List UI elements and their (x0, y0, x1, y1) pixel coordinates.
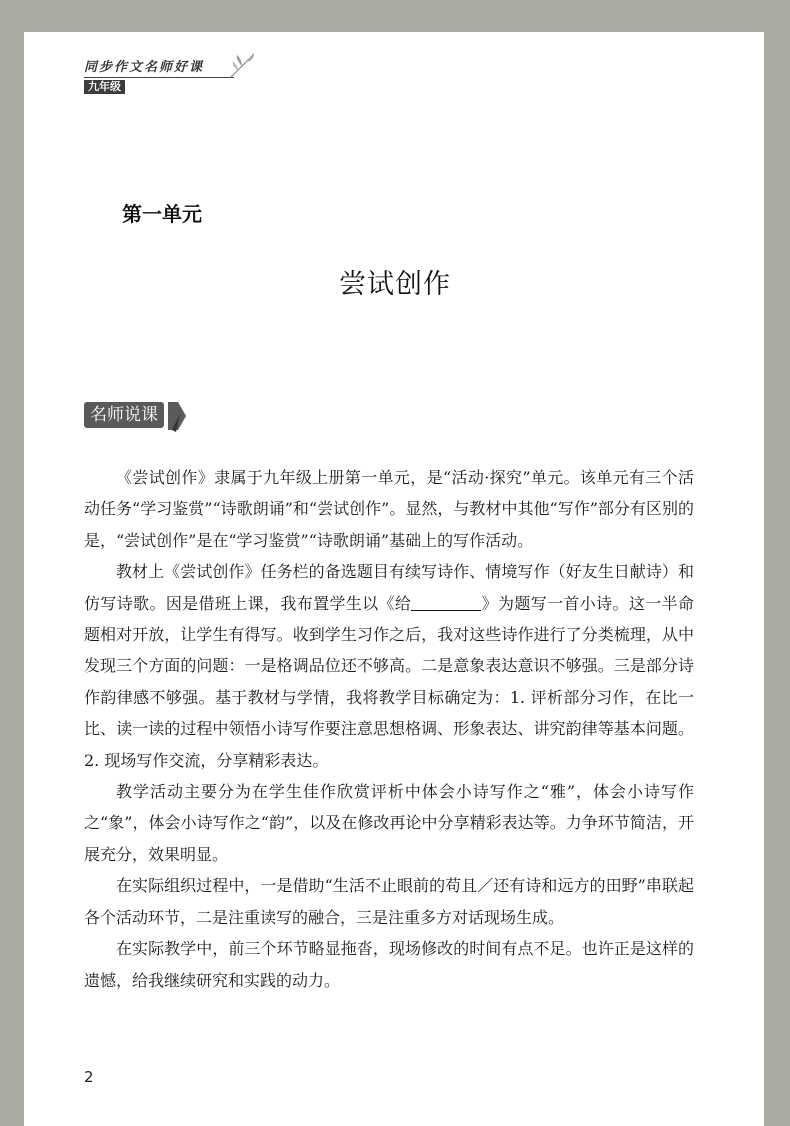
page-number: 2 (84, 1068, 94, 1086)
lesson-description (84, 462, 694, 996)
lesson-title: 尝试创作 (339, 269, 451, 300)
paragraph: 在实际教学中，前三个环节略显拖沓，现场修改的时间有点不足。也许正是这样的遗憾，给我继续研究和实践的动力。 (84, 939, 694, 990)
paragraph (84, 556, 694, 776)
paragraph: 在实际组织过程中，一是借助“生活不止眼前的苟且／还有诗和远方的田野”串联起各个活动环节，二是注重读写的融合，三是注重多方对话现场生成。 (84, 876, 694, 927)
unit-title: 第一单元 (122, 202, 202, 226)
paragraph: 《尝试创作》隶属于九年级上册第一单元，是“活动·探究”单元。该单元有三个活动任务“学习鉴赏”“诗歌朗诵”和“尝试创作”。显然，与教材中其他“写作”部分有区别的是，“尝试创作”是在“学习鉴赏”“诗歌朗诵”基础上的写作活动。 (84, 468, 694, 550)
series-title: 同步作文名师好课 (84, 60, 205, 75)
section-tag: 名师说课 (84, 402, 164, 428)
paragraph-part: 教材上《尝试创作》任务栏的备选题目有续写诗作、情境写作（好友生日献诗）和仿写诗歌。因是借班上课，我布置学生以《给 (84, 562, 694, 613)
grade-badge: 九年级 (84, 80, 125, 94)
leaf-sprig-icon (228, 52, 256, 80)
header-divider (84, 77, 234, 78)
paragraph-part: 》为题写一首小诗。这一半命题相对开放，让学生有得写。收到学生习作之后，我对这些诗作进行了分类梳理，从中发现三个方面的问题：一是格调品位还不够高。二是意象表达意识不够强。三是部分诗作韵律感不够强。基于教材与学情，我将教学目标确定为：1. 评析部分习作，在比一比、读一读的过程中领悟小诗写作要注意思想格调、形象表达、讲究韵律等基本问题。2. 现场写作交流，分享精彩表达。 (84, 593, 694, 770)
fill-in-blank (411, 594, 481, 611)
paragraph: 教学活动主要分为在学生佳作欣赏评析中体会小诗写作之“雅”，体会小诗写作之“象”，体会小诗写作之“韵”，以及在修改再论中分享精彩表达等。力争环节简洁，开展充分，效果明显。 (84, 782, 694, 864)
section-tag-corner-icon (168, 402, 186, 432)
